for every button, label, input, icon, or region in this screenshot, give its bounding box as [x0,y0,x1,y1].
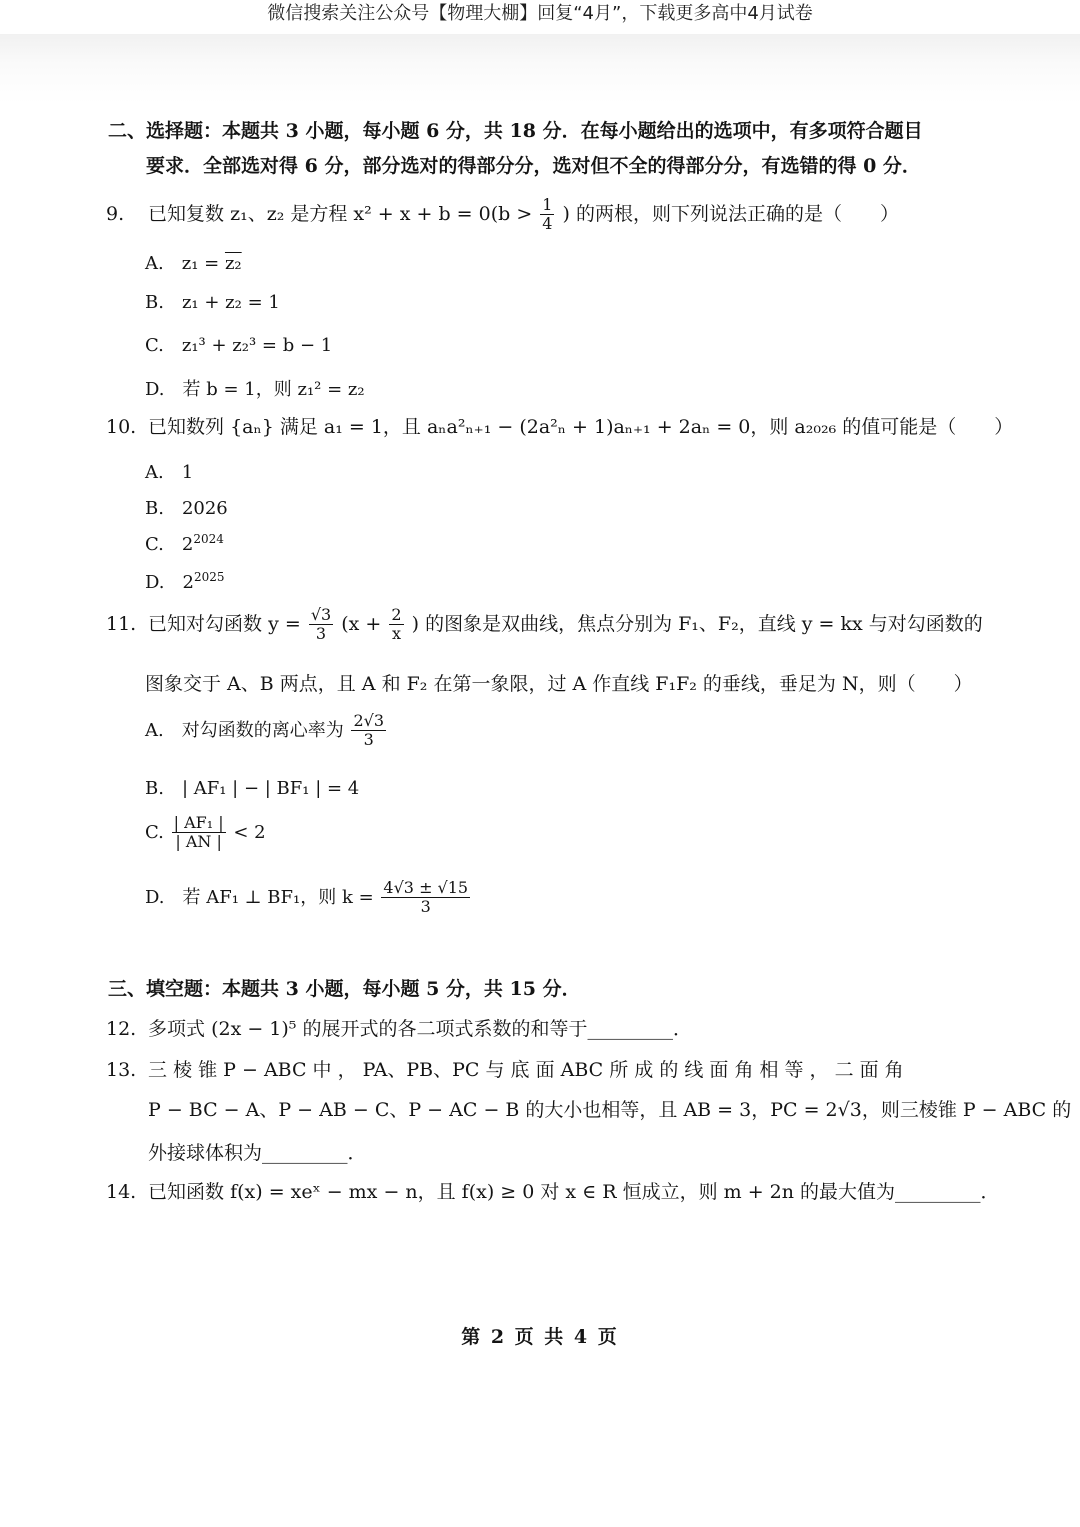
question-13-line3: 外接球体积为_________． [148,1142,367,1164]
option-base: C. 2 [145,534,194,555]
question-13-line2: P − BC − A、P − AB − C、P − AC − B 的大小也相等，且 AB = 3，PC = 2√3，则三棱锥 P − ABC 的 [148,1099,1072,1121]
q10-option-a: A. 1 [145,462,194,483]
fraction-denominator: x [391,624,401,644]
q9-option-c: C. z₁³ + z₂³ = b − 1 [145,335,333,356]
option-text: D. 若 AF₁ ⊥ BF₁，则 k = [145,886,374,908]
question-number: 12. [106,1018,137,1040]
q11-option-b: B. | AF₁ | − | BF₁ | = 4 [145,778,360,799]
question-12-stem: 多项式 (2x − 1)⁵ 的展开式的各二项式系数的和等于_________． [148,1018,692,1040]
question-number: 14. [106,1181,137,1203]
fraction-numerator: √3 [310,605,332,624]
fraction-denominator: 3 [420,897,431,917]
option-text: A. 对勾函数的离心率为 [145,719,344,741]
question-11-stem-post: ) 的图象是双曲线，焦点分别为 F₁、F₂，直线 y = kx 与对勾函数的 [411,612,983,635]
q11-option-a [145,712,388,750]
q9-option-a [145,249,242,275]
option-exponent: 2024 [193,532,224,546]
page-number: 第 2 页 共 4 页 [461,1326,619,1348]
conjugate-z2: z₂ [224,253,242,274]
section3-heading: 三、填空题：本题共 3 小题，每小题 5 分，共 15 分． [108,978,581,1000]
option-text: A. z₁ = [145,253,225,274]
question-11-stem-mid: (x + [341,612,382,635]
fraction-numerator: 1 [542,195,553,214]
section2-heading-line1: 二、选择题：本题共 3 小题，每小题 6 分，共 18 分．在每小题给出的选项中，有多项符合题目 [108,120,923,142]
fraction-eccentricity [351,712,386,750]
fraction-denominator: 3 [363,730,374,750]
option-base: D. 2 [145,572,194,593]
question-10-stem: 已知数列 {aₙ} 满足 a₁ = 1，且 aₙa²ₙ₊₁ − (2a²ₙ + 1)aₙ₊₁ + 2aₙ = 0，则 a₂₀₂₆ 的值可能是（ ） [148,416,1014,438]
fraction-af1-over-an [172,814,226,852]
question-9-stem-post: ) 的两根，则下列说法正确的是（ ） [562,202,899,225]
q10-option-c [145,530,224,556]
option-text-tail: < 2 [233,821,266,843]
fraction-numerator: | AF₁ | [173,813,224,832]
fraction-one-quarter [540,196,554,234]
fraction-denominator: 3 [315,624,327,644]
question-14 [106,1177,1000,1204]
question-number: 9. [106,202,125,225]
question-13 [106,1055,904,1082]
q10-option-b: B. 2026 [145,498,228,519]
q10-option-d [145,568,225,594]
question-9 [106,196,899,234]
fraction-sqrt3-over-3 [309,606,333,644]
section2-heading-line2: 要求．全部选对得 6 分，部分选对的得部分分，选对但不全的得部分分，有选错的得 0 分． [146,155,921,177]
question-12 [106,1014,692,1041]
fraction-numerator: 2√3 [353,711,385,730]
question-number: 13. [106,1059,137,1081]
question-9-stem-pre: 已知复数 z₁、z₂ 是方程 x² + x + b = 0(b > [148,202,533,225]
option-exponent: 2025 [193,570,225,584]
exam-page [0,34,1080,1527]
question-number: 11. [106,612,137,635]
fraction-numerator: 2 [391,605,402,624]
question-13-line1: 三 棱 锥 P − ABC 中 ， PA、PB、PC 与 底 面 ABC 所 成 的 线 面 角 相 等 ， 二 面 角 [148,1059,904,1081]
question-11 [106,606,983,644]
fraction-2-over-x [389,606,403,644]
q11-option-d [145,879,472,917]
question-14-stem: 已知函数 f(x) = xeˣ − mx − n，且 f(x) ≥ 0 对 x ∈ R 恒成立，则 m + 2n 的最大值为_________． [148,1181,1000,1203]
fraction-denominator: 4 [542,214,553,234]
q9-option-b: B. z₁ + z₂ = 1 [145,292,280,313]
fraction-denominator: | AN | [175,832,222,852]
question-10 [106,412,1013,439]
question-11-line2: 图象交于 A、B 两点，且 A 和 F₂ 在第一象限，过 A 作直线 F₁F₂ 的垂线，垂足为 N，则（ ） [145,673,973,695]
top-banner: 微信搜索关注公众号【物理大棚】回复“4月”，下载更多高中4月试卷 [0,0,1080,34]
q11-option-c [145,814,266,852]
question-11-stem-pre: 已知对勾函数 y = [148,612,301,635]
fraction-k-value [381,879,470,917]
question-number: 10. [106,416,137,438]
fraction-numerator: 4√3 ± √15 [383,878,469,897]
q9-option-d: D. 若 b = 1，则 z₁² = z₂ [145,379,365,400]
option-text: C. [145,821,164,843]
